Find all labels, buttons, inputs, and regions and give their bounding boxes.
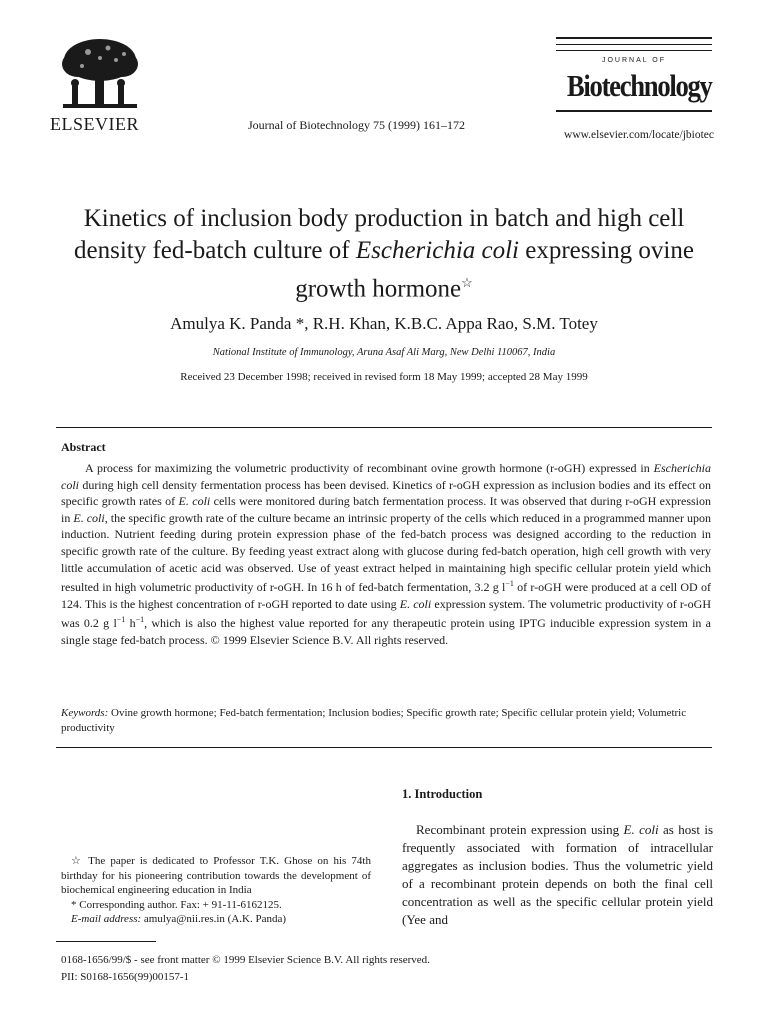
footer-info — [61, 952, 430, 986]
abstract-top-rule — [56, 427, 712, 428]
issn-line: 0168-1656/99/$ - see front matter © 1999 Elsevier Science B.V. All rights reserved. — [61, 954, 430, 966]
masthead-rule-top — [556, 37, 712, 39]
introduction-heading: 1. Introduction — [402, 787, 483, 801]
keywords — [61, 706, 711, 736]
abstract-heading: Abstract — [61, 440, 106, 454]
publisher-name: ELSEVIER — [50, 114, 139, 134]
affiliation: National Institute of Immunology, Aruna Asaf Ali Marg, New Delhi 110067, India — [212, 347, 556, 358]
title-footnote-mark[interactable]: ☆ — [461, 275, 473, 290]
masthead-rule-bottom — [556, 50, 712, 51]
keywords-label: Keywords: — [61, 707, 109, 719]
title-text-2: expressing ovine growth hormone — [295, 237, 694, 303]
article-title — [56, 203, 712, 305]
keywords-list: Ovine growth hormone; Fed-batch fermentation; Inclusion bodies; Specific growth rate; Specific cellular protein yield; Volumetric productivity — [61, 707, 687, 734]
abstract-body: A process for maximizing the volumetric productivity of recombinant ovine growth hormone (r-oGH) expressed in Escherichia coli during high cell density fermentation process has been devised. Kinetics of r-oGH expression as inclusion bodies and its effect on specific growth rates of E. coli cells were monitored during batch fermentation process. It was observed that during r-oGH expression in E. coli, the specific growth rate of the culture became an intrinsic property of the cells which reduced in a programmed manner upon induction. Nutrient feeding during protein expression phase of the fed-batch process was designed according to the reduction in specific growth rate of the culture. By feeding yeast extract along with glucose during fed-batch operation, high cell growth with very little accumulation of acetic acid was observed. Use of yeast extract helped in maintaining high specific cellular protein yield which resulted in high volumetric productivity of r-oGH. In 16 h of fed-batch fermentation, 3.2 g $l^{-1}$ of r-oGH were produced at a cell OD of 124. This is the highest concentration of r-oGH reported to date using E. coli expression system. The volumetric productivity of r-oGH was 0.2 g $l^{-1}$ $h^{-1}$, which is also the highest value reported for any therapeutic protein using IPTG inducible expression system in a single stage fed-batch process. © 1999 Elsevier Science B.V. All rights reserved. — [61, 461, 712, 647]
journal-url-link[interactable]: www.elsevier.com/locate/jbiotec — [564, 129, 714, 141]
dedication-footnote: ☆ The paper is dedicated to Professor T.K. Ghose on his 74th birthday for his pioneering contribution towards the development of biochemical engineering education in India — [61, 855, 371, 897]
journal-citation: Journal of Biotechnology 75 (1999) 161–172 — [248, 118, 465, 132]
title-species: Escherichia coli — [355, 237, 520, 264]
footer-rule — [56, 941, 156, 942]
introduction-body: Recombinant protein expression using E. coli as host is frequently associated with formation of intracellular aggregates as inclusion bodies. Thus the volumetric yield of a recombinant protein depends on both the final cell concentration as well as the specific cellular protein yield (Yee and — [402, 822, 714, 927]
footnotes — [61, 854, 371, 927]
received-dates: Received 23 December 1998; received in revised form 18 May 1999; accepted 28 May 1999 — [180, 371, 588, 383]
journal-of-label: JOURNAL OF — [601, 57, 667, 64]
pii-line: PII: S0168-1656(99)00157-1 — [61, 971, 190, 983]
corresponding-author-footnote: * Corresponding author. Fax: + 91-11-6162125. — [71, 898, 282, 911]
masthead-rule-under-name — [556, 110, 712, 112]
elsevier-tree-logo — [58, 36, 142, 114]
author-list: Amulya K. Panda *, R.H. Khan, K.B.C. Appa Rao, S.M. Totey — [170, 314, 598, 333]
email-footnote: E-mail address: amulya@nii.res.in (A.K. Panda) — [71, 913, 287, 926]
email-link[interactable]: amulya@nii.res.in (A.K. Panda) — [141, 913, 287, 926]
abstract-bottom-rule — [56, 747, 712, 748]
journal-name: Biotechnology — [566, 68, 712, 103]
title-text-1: Kinetics of inclusion body production in batch and high cell density fed-batch culture of — [74, 205, 685, 264]
masthead-rule-mid — [556, 44, 712, 45]
